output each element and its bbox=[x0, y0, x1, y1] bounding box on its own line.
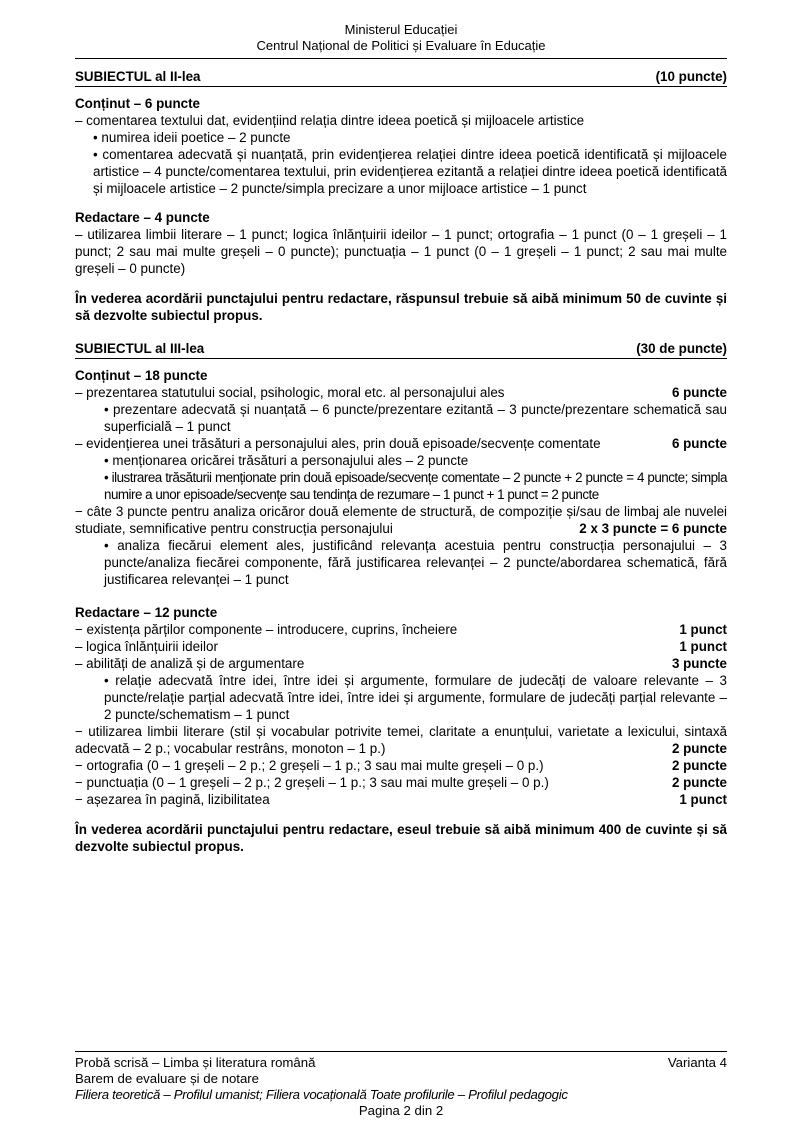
criterion-text: – evidențierea unei trăsături a personajului ales, prin două episoade/secvențe comentate bbox=[75, 436, 601, 451]
ministry-line: Ministerul Educației bbox=[344, 22, 458, 37]
subject2-points: (10 puncte) bbox=[655, 69, 727, 84]
criterion-points: 6 puncte bbox=[671, 385, 727, 400]
footer-barem-line: Barem de evaluare și de notare bbox=[75, 1071, 260, 1086]
subject3-note: În vederea acordării punctajului pentru redactare, eseul trebuie să aibă minimum 400 de cuvinte și să dezvolte subiectul propus. bbox=[75, 822, 727, 854]
redactare-row-ortografia bbox=[75, 757, 727, 774]
subject2-bullet-1: • numirea ideii poetice – 2 puncte bbox=[75, 129, 727, 146]
criterion-row-trasatura bbox=[75, 435, 727, 452]
subject3-title: SUBIECTUL al III-lea bbox=[75, 341, 205, 356]
subject2-title: SUBIECTUL al II-lea bbox=[75, 69, 201, 84]
criterion-row-statut bbox=[75, 384, 727, 401]
subject2-continut-heading: Conținut – 6 puncte bbox=[75, 96, 200, 111]
footer-exam-name: Probă scrisă – Limba și literatura română bbox=[75, 1055, 316, 1070]
footer-row bbox=[75, 1055, 727, 1071]
subject2-header bbox=[75, 68, 727, 87]
criterion-text: – prezentarea statutului social, psihologic, moral etc. al personajului ales bbox=[75, 385, 505, 400]
criterion-points: 2 puncte bbox=[671, 775, 727, 790]
redactare-row-abilitati bbox=[75, 655, 727, 672]
redactare-bullet-relatie: • relație adecvată între idei, între idei și argumente, formulare de judecăți de valoare relevante – 3 puncte/relație parțial adecvată între idei, între idei și argumente, formulare de judecăți parțial relevante – 2 puncte/schematism – 1 punct bbox=[75, 672, 727, 723]
subject2-redactare-text: – utilizarea limbii literare – 1 punct; logica înlănțuirii ideilor – 1 punct; ortografia – 1 punct (0 – 1 greșeli – 1 punct; 2 sau mai multe greșeli – 0 puncte); punctuația – 1 punct (0 – 1 greșeli – 1 punct; 2 sau mai multe greșeli – 0 puncte) bbox=[75, 227, 727, 276]
criterion-row-elemente bbox=[75, 503, 727, 537]
criterion-text: − așezarea în pagină, lizibilitatea bbox=[75, 792, 270, 807]
document-header bbox=[75, 22, 727, 59]
criterion-points: 2 puncte bbox=[671, 758, 727, 773]
subject3-continut-heading: Conținut – 18 puncte bbox=[75, 368, 208, 383]
criterion-points: 1 punct bbox=[679, 622, 727, 637]
footer-filiera-line: Filiera teoretică – Profilul umanist; Filiera vocațională Toate profilurile – Profilul pedagogic bbox=[75, 1087, 568, 1102]
subject2-redactare-heading: Redactare – 4 puncte bbox=[75, 210, 210, 225]
redactare-row-asezarea bbox=[75, 791, 727, 808]
subject2-note: În vederea acordării punctajului pentru redactare, răspunsul trebuie să aibă minimum 50 de cuvinte și să dezvolte subiectul propus. bbox=[75, 291, 727, 323]
criterion-points: 1 punct bbox=[679, 792, 727, 807]
subject3-bullet-ilustrare: • ilustrarea trăsăturii menționate prin două episoade/secvențe comentate – 2 puncte + 2 puncte = 4 puncte; simpla numire a unor episoade/secvențe sau tendința de rezumare – 1 punct + 1 punct = 2 puncte bbox=[75, 469, 727, 503]
subject3-bullet-mentionare: • menționarea oricărei trăsături a personajului ales – 2 puncte bbox=[75, 452, 727, 469]
redactare-row-logica bbox=[75, 638, 727, 655]
center-line: Centrul Național de Politici și Evaluare în Educație bbox=[256, 37, 546, 53]
subject3-redactare-heading: Redactare – 12 puncte bbox=[75, 605, 218, 620]
subject3-points: (30 de puncte) bbox=[636, 341, 727, 356]
criterion-points: 3 puncte bbox=[671, 656, 727, 671]
criterion-points: 6 puncte bbox=[671, 436, 727, 451]
criterion-points: 2 puncte bbox=[671, 741, 727, 756]
criterion-text: − câte 3 puncte pentru analiza oricăror două elemente de structură, de compoziție și/sau de limbaj ale nuvelei studiate, semnificative pentru construcția personajului bbox=[75, 504, 727, 536]
criterion-points: 1 punct bbox=[679, 639, 727, 654]
page-footer bbox=[75, 1051, 727, 1119]
subject3-bullet-prezentare: • prezentare adecvată și nuanțată – 6 puncte/prezentare ezitantă – 3 puncte/prezentare schematică sau superficială – 1 punct bbox=[75, 401, 727, 435]
criterion-text: – abilități de analiză și de argumentare bbox=[75, 656, 305, 671]
footer-variant: Varianta 4 bbox=[667, 1055, 727, 1070]
subject2-intro: – comentarea textului dat, evidențiind relația dintre ideea poetică și mijloacele artistice bbox=[75, 113, 585, 128]
criterion-text: − punctuația (0 – 1 greșeli – 2 p.; 2 greșeli – 1 p.; 3 sau mai multe greșeli – 0 p.) bbox=[75, 775, 549, 790]
subject3-bullet-analiza: • analiza fiecărui element ales, justificând relevanța acestuia pentru construcția personajului – 3 puncte/analiza fiecărei componente, fără justificarea relevanței – 2 puncte/abordarea schematică, fără justificarea relevanței – 1 punct bbox=[75, 537, 727, 588]
criterion-text: − utilizarea limbii literare (stil și vocabular potrivite temei, claritate a enunțului, varietate a lexicului, sintaxă adecvată – 2 p.; vocabular restrâns, monoton – 1 p.) bbox=[75, 724, 727, 756]
criterion-text: − ortografia (0 – 1 greșeli – 2 p.; 2 greșeli – 1 p.; 3 sau mai multe greșeli – 0 p.) bbox=[75, 758, 544, 773]
criterion-text: − existența părților componente – introducere, cuprins, încheiere bbox=[75, 622, 458, 637]
redactare-row-punctuatia bbox=[75, 774, 727, 791]
page-content bbox=[75, 22, 727, 855]
redactare-row-limba bbox=[75, 723, 727, 757]
subject3-header bbox=[75, 340, 727, 359]
redactare-row-parti bbox=[75, 621, 727, 638]
criterion-text: – logica înlănțuirii ideilor bbox=[75, 639, 218, 654]
footer-page-number: Pagina 2 din 2 bbox=[358, 1103, 444, 1118]
subject2-bullet-2: • comentarea adecvată și nuanțată, prin evidențierea relației dintre ideea poetică identificată și mijloacele artistice – 4 puncte/comentarea textului, prin evidențierea ezitantă a relației dintre ideea poetică identificată și mijloacele artistice – 2 puncte/simpla precizare a unor mijloace artistice – 1 punct bbox=[75, 146, 727, 197]
criterion-points: 2 x 3 puncte = 6 puncte bbox=[579, 521, 727, 536]
